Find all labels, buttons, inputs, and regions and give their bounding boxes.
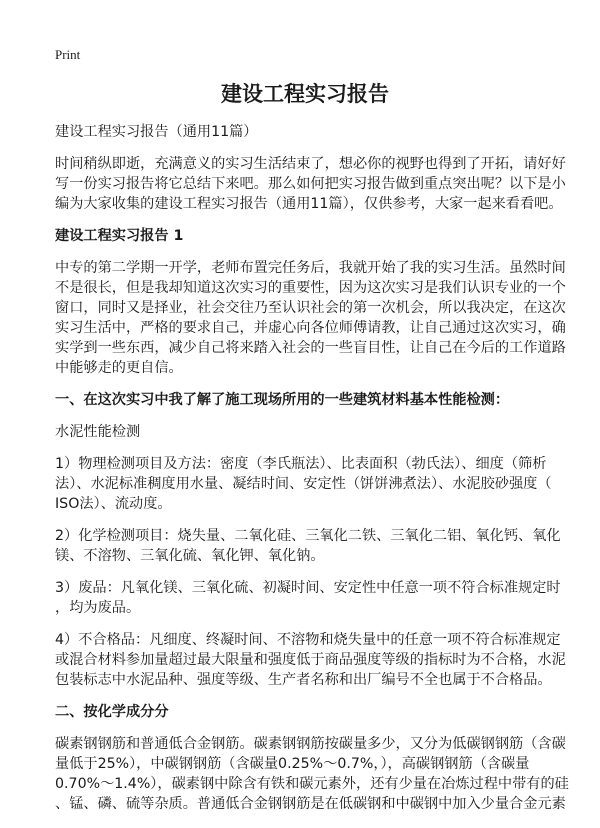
- text-line: 中能够走的更自信。: [55, 360, 183, 376]
- text-line: 实习生活中，严格的要求自己，并虚心向各位师傅请教，让自己通过这次实习，确: [55, 320, 566, 336]
- document-subtitle: 建设工程实习报告（通用11篇）: [55, 124, 258, 140]
- text-line: ，均为废品。: [55, 600, 141, 616]
- text-line: ISO法）、流动度。: [55, 496, 172, 512]
- text-line: 实学到一些东西，减少自己将来踏入社会的一些盲目性，让自己在今后的工作道路: [55, 340, 566, 356]
- text-line: 窗口，同时又是择业，社会交往乃至认识社会的第一次机会，所以我决定，在这次: [55, 300, 566, 316]
- text-line: 法）、水泥标准稠度用水量、凝结时间、安定性（饼饼沸煮法）、水泥胶砂强度（: [55, 476, 552, 492]
- text-line: 时间稍纵即逝，充满意义的实习生活结束了，想必你的视野也得到了开拓，请好好: [55, 156, 566, 172]
- text-line: 不是很长，但是我却知道这次实习的重要性，因为这次实习是我们认识专业的一个: [55, 280, 566, 296]
- text-line: 3）废品：凡氧化镁、三氧化硫、初凝时间、安定性中任意一项不符合标准规定时: [55, 580, 561, 596]
- print-link[interactable]: Print: [55, 47, 81, 62]
- materials-heading: 一、在这次实习中我了解了施工现场所用的一些建筑材料基本性能检测：: [55, 392, 510, 408]
- list-item: [55, 630, 566, 690]
- text-line: 碳素钢钢筋和普通低合金钢筋。碳素钢钢筋按碳量多少，又分为低碳钢钢筋（含碳: [55, 736, 566, 752]
- intro-paragraph: [55, 154, 566, 214]
- text-line: 、锰、磷、硫等杂质。普通低合金钢钢筋是在低碳钢和中碳钢中加入少量合金元素: [55, 796, 566, 812]
- text-line: 0.70%～1.4%），碳素钢中除含有铁和碳元素外，还有少量在冶炼过程中带有的硅: [55, 776, 569, 792]
- list-item: [55, 454, 555, 514]
- list-item: [55, 578, 561, 618]
- list-item: [55, 526, 561, 566]
- section-heading: 建设工程实习报告 1: [55, 228, 184, 244]
- page-title: 建设工程实习报告: [221, 82, 389, 106]
- text-line: 镁、不溶物、三氧化硫、氧化钾、氧化钠。: [55, 548, 325, 564]
- text-line: 编为大家收集的建设工程实习报告（通用11篇），仅供参考，大家一起来看看吧。: [55, 196, 563, 212]
- text-line: 4）不合格品：凡细度、终凝时间、不溶物和烧失量中的任意一项不符合标准规定: [55, 632, 561, 648]
- section1-paragraph: [55, 258, 566, 378]
- chem-heading: 二、按化学成分分: [55, 704, 169, 720]
- document-body: [55, 80, 569, 826]
- text-line: 量低于25%），中碳钢钢筋（含碳量0.25%～0.7%，），高碳钢钢筋（含碳量: [55, 756, 530, 772]
- text-line: 写一份实习报告将它总结下来吧。那么如何把实习报告做到重点突出呢？以下是小: [55, 176, 566, 192]
- text-line: 2）化学检测项目：烧失量、二氧化硅、三氧化二铁、三氧化二铝、氧化钙、氧化: [55, 528, 561, 544]
- text-line: 包装标志中水泥品种、强度等级、生产者名称和出厂编号不全也属于不合格品。: [55, 672, 552, 688]
- text-line: 或混合材料参加量超过最大限量和强度低于商品强度等级的指标时为不合格，水泥: [55, 652, 566, 668]
- text-line: 1）物理检测项目及方法：密度（李氏瓶法）、比表面积（勃氏法）、细度（筛析: [55, 456, 547, 472]
- chem-paragraph: [55, 734, 569, 814]
- cement-label: 水泥性能检测: [55, 424, 141, 440]
- text-line: 中专的第二学期一开学，老师布置完任务后，我就开始了我的实习生活。虽然时间: [55, 260, 566, 276]
